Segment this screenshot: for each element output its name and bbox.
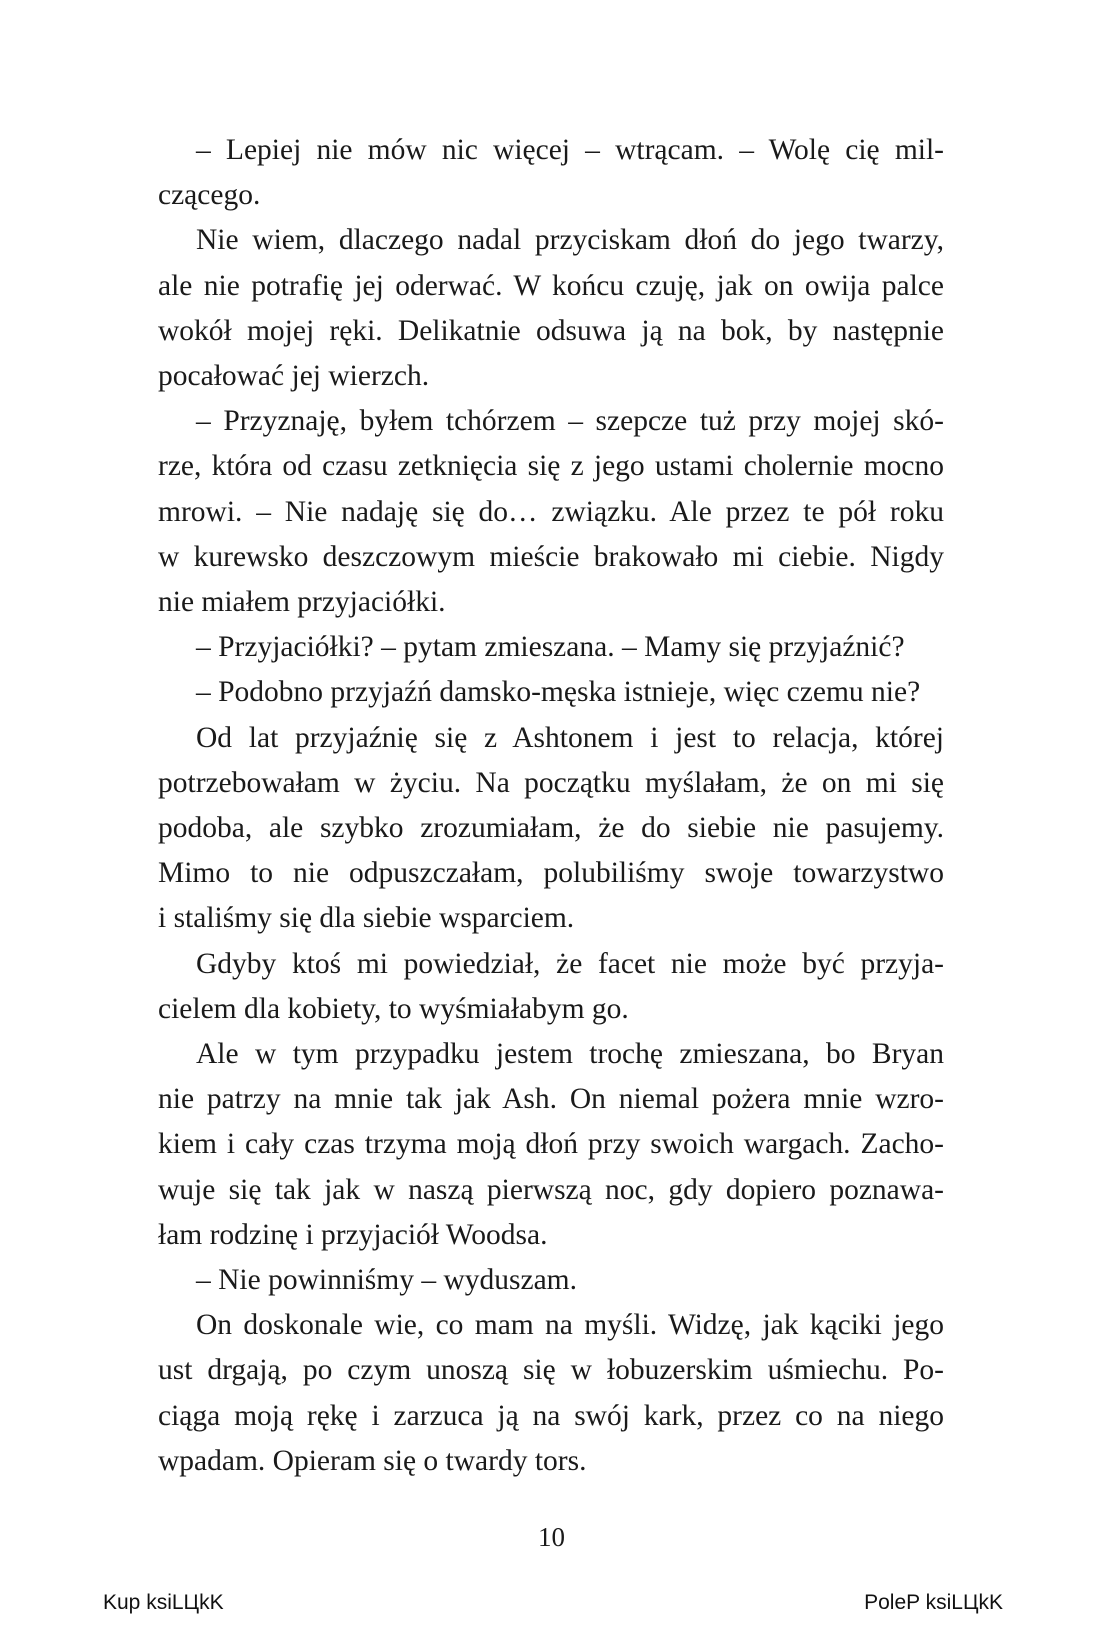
text-line: wokół mojej ręki. Delikatnie odsuwa ją na bok, by następnie	[158, 314, 944, 347]
text-line: potrzebowałam w życiu. Na początku myślałam, że on mi się	[158, 766, 944, 799]
buy-book-link[interactable]: Kup ksiLЦkK	[103, 1591, 224, 1614]
text-line: Od lat przyjaźnię się z Ashtonem i jest to relacja, której	[196, 721, 944, 754]
paragraph-continuation	[158, 1213, 944, 1258]
text-line: – Lepiej nie mów nic więcej – wtrącam. – Wolę cię mil-	[196, 134, 944, 166]
paragraph	[158, 1303, 944, 1348]
paragraph-continuation	[158, 761, 944, 806]
text-line: Gdyby ktoś mi powiedział, że facet nie może być przyja-	[196, 947, 944, 980]
text-line: Mimo to nie odpuszczałam, polubiliśmy swoje towarzystwo	[158, 857, 944, 890]
paragraph	[158, 399, 944, 444]
text-line: – Nie powinniśmy – wyduszam.	[196, 1264, 578, 1297]
paragraph	[158, 716, 944, 761]
text-line: ciąga moją rękę i zarzuca ją na swój kark, przez co na niego	[158, 1399, 944, 1432]
paragraph-continuation	[158, 1077, 944, 1122]
text-line: Ale w tym przypadku jestem trochę zmieszana, bo Bryan	[196, 1038, 944, 1071]
paragraph-continuation	[158, 851, 944, 896]
paragraph-continuation	[158, 580, 944, 625]
text-line: ust drgają, po czym unoszą się w łobuzerskim uśmiechu. Po-	[158, 1354, 944, 1387]
text-line: wuje się tak jak w naszą pierwszą noc, gdy dopiero poznawa-	[158, 1173, 944, 1206]
recommend-book-link[interactable]: PoleP ksiLЦkK	[864, 1591, 1003, 1614]
page-body-text	[158, 128, 944, 1484]
text-line: kiem i cały czas trzyma moją dłoń przy swoich wargach. Zacho-	[158, 1128, 944, 1161]
text-line: wpadam. Opieram się o twardy tors.	[158, 1444, 587, 1477]
paragraph-continuation	[158, 1439, 944, 1484]
text-line: nie miałem przyjaciółki.	[158, 586, 446, 619]
paragraph	[158, 625, 944, 670]
paragraph-continuation	[158, 987, 944, 1032]
page-number: 10	[538, 1522, 565, 1552]
text-line: Nie wiem, dlaczego nadal przyciskam dłoń do jego twarzy,	[196, 224, 944, 257]
paragraph-continuation	[158, 354, 944, 399]
text-line: podoba, ale szybko zrozumiałam, że do siebie nie pasujemy.	[158, 812, 944, 845]
paragraph	[158, 942, 944, 987]
paragraph-continuation	[158, 1122, 944, 1167]
paragraph-continuation	[158, 1394, 944, 1439]
paragraph	[158, 1258, 944, 1303]
paragraph-continuation	[158, 896, 944, 941]
paragraph	[158, 670, 944, 715]
paragraph	[158, 128, 944, 173]
text-line: mrowi. – Nie nadaję się do… związku. Ale przez te pół roku	[158, 495, 944, 528]
text-line: ale nie potrafię jej oderwać. W końcu czuję, jak on owija palce	[158, 269, 944, 302]
paragraph-continuation	[158, 173, 944, 218]
paragraph-continuation	[158, 264, 944, 309]
paragraph-continuation	[158, 806, 944, 851]
paragraph-continuation	[158, 1348, 944, 1393]
paragraph-continuation	[158, 490, 944, 535]
text-line: – Podobno przyjaźń damsko-męska istnieje, więc czemu nie?	[196, 676, 921, 709]
paragraph-continuation	[158, 444, 944, 489]
text-line: – Przyznaję, byłem tchórzem – szepcze tuż przy mojej skó-	[196, 405, 944, 438]
paragraph	[158, 1032, 944, 1077]
text-line: On doskonale wie, co mam na myśli. Widzę, jak kąciki jego	[196, 1309, 944, 1342]
text-line: i staliśmy się dla siebie wsparciem.	[158, 902, 575, 935]
text-line: w kurewsko deszczowym mieście brakowało mi ciebie. Nigdy	[158, 540, 944, 573]
text-line: czącego.	[158, 179, 261, 212]
text-line: rze, która od czasu zetknięcia się z jego ustami cholernie mocno	[158, 450, 944, 483]
text-line: pocałować jej wierzch.	[158, 360, 430, 393]
text-line: – Przyjaciółki? – pytam zmieszana. – Mamy się przyjaźnić?	[196, 631, 905, 664]
text-line: cielem dla kobiety, to wyśmiałabym go.	[158, 992, 629, 1025]
text-line: łam rodzinę i przyjaciół Woodsa.	[158, 1218, 548, 1251]
paragraph-continuation	[158, 1168, 944, 1213]
paragraph	[158, 218, 944, 263]
paragraph-continuation	[158, 309, 944, 354]
text-line: nie patrzy na mnie tak jak Ash. On niemal pożera mnie wzro-	[158, 1083, 944, 1116]
paragraph-continuation	[158, 535, 944, 580]
